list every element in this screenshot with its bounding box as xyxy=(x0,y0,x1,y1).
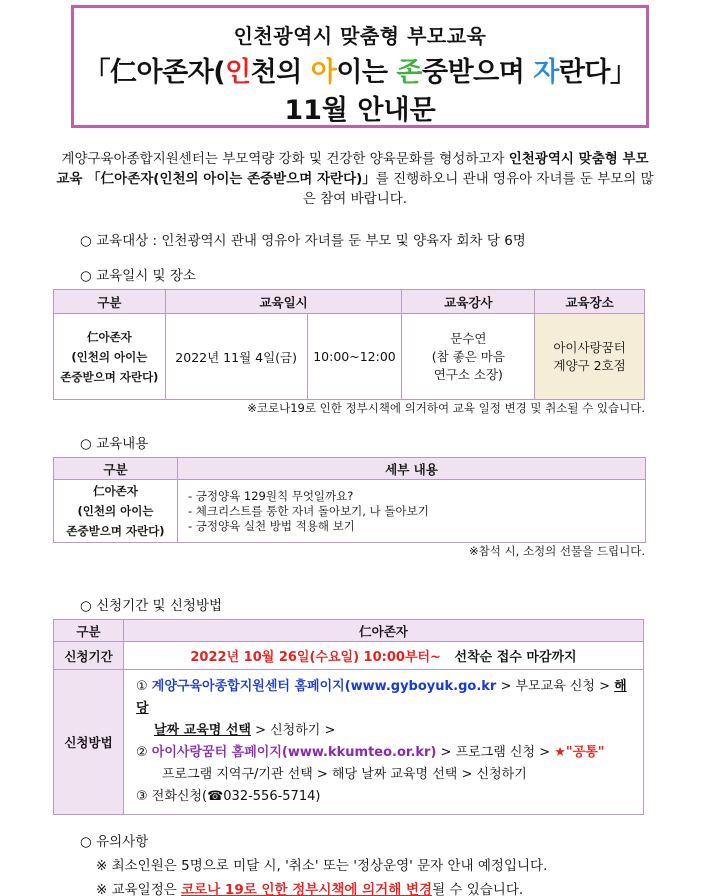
schedule-note: ※코로나19로 인한 정부시책에 의거하여 교육 일정 변경 및 취소될 수 있습니다. xyxy=(247,401,645,415)
content-note: ※참석 시, 소정의 선물을 드립니다. xyxy=(469,544,645,558)
title-open-bracket: 「 xyxy=(83,57,110,88)
method2-line2: 프로그램 지역구/기관 선택 > 해당 날짜 교육명 선택 > 신청하기 xyxy=(162,767,527,782)
program-sub1: (인천의 아이는 xyxy=(71,349,148,364)
schedule-table xyxy=(53,289,645,400)
intro-text-2: 를 진행하오니 관내 영유아 자녀를 둔 부모의 많은 참여 바랍니다. xyxy=(302,171,654,207)
schedule-header-datetime: 교육일시 xyxy=(165,290,402,314)
title-char-in: 인 xyxy=(225,57,251,88)
schedule-date: 2022년 11월 4일(금) xyxy=(165,314,307,400)
apply-method-label: 신청방법 xyxy=(54,670,124,815)
apply-period-until: 선착순 접수 마감까지 xyxy=(454,650,577,665)
location-branch: 계양구 2호점 xyxy=(553,357,626,373)
notice-item-1: ※ 최소인원은 5명으로 미달 시, '취소' 또는 '정상운영' 문자 안내 예정입니다. xyxy=(96,858,548,874)
apply-header-program: 仁아존자 xyxy=(124,620,644,642)
content-item: - 긍정양육 129원칙 무엇일까요? xyxy=(188,488,354,503)
method1-site-link[interactable]: 계양구육아종합지원센터 홈페이지(www.gyboyuk.go.kr xyxy=(151,679,497,694)
notice-item-2-red: 코로나 19로 인한 정부시책에 의거해 변경 xyxy=(181,882,433,896)
schedule-location xyxy=(535,314,645,400)
content-program-name: 仁아존자 xyxy=(93,484,138,498)
schedule-instructor xyxy=(402,314,535,400)
method1-underline: 해당 xyxy=(136,679,627,716)
program-sub2: 존중받으며 자란다) xyxy=(60,369,159,384)
instructor-name: 문수연 xyxy=(450,330,487,346)
intro-text-bold: 인천광역시 맞춤형 부모교육 「仁아존자(인천의 아이는 존중받으며 자란다)」 xyxy=(56,151,649,187)
title-word4: 란다」 xyxy=(558,57,637,88)
intro-text-1: 계양구육아종합지원센터는 부모역량 강화 및 건강한 양육문화를 형성하고자 xyxy=(61,151,509,167)
instructor-org1: (참 좋은 마음 xyxy=(431,348,505,364)
schedule-header-category: 구분 xyxy=(54,290,166,314)
title-box xyxy=(71,5,649,128)
notice-section xyxy=(80,830,547,896)
title-line1: 인천광역시 맞춤형 부모교육 xyxy=(233,24,487,48)
content-program xyxy=(54,480,178,543)
content-program-sub2: 존중받으며 자란다) xyxy=(66,524,165,538)
apply-table xyxy=(53,619,644,815)
title-char-ja: 자 xyxy=(533,57,559,88)
section-target: ○ 교육대상 : 인천광역시 관내 영유아 자녀를 둔 부모 및 양육자 회차 당 6명 xyxy=(80,233,526,249)
content-item: - 긍정양육 실천 방법 적용해 보기 xyxy=(188,518,355,533)
method3-phone: ③ 전화신청(☎032-556-5714) xyxy=(136,789,321,804)
method2-number: ② xyxy=(136,745,148,760)
apply-method xyxy=(124,670,644,815)
intro-paragraph xyxy=(55,149,655,209)
schedule-program xyxy=(54,314,166,400)
method1-path: > 부모교육 신청 > xyxy=(496,679,615,694)
apply-period xyxy=(124,642,644,670)
content-header-category: 구분 xyxy=(54,458,178,480)
content-table xyxy=(53,457,646,543)
program-name: 仁아존자 xyxy=(86,329,132,344)
location-name: 아이사랑꿈터 xyxy=(553,339,626,355)
title-word2: 이는 xyxy=(336,57,397,88)
title-word1: 천의 xyxy=(250,57,311,88)
section-apply: ○ 신청기간 및 신청방법 xyxy=(80,598,223,614)
apply-period-date: 2022년 10월 26일(수요일) 10:00부터~ xyxy=(190,650,441,665)
title-brand: 仁아존자( xyxy=(109,57,226,88)
schedule-header-instructor: 교육강사 xyxy=(402,290,535,314)
method1-end: > 신청하기 > xyxy=(250,723,336,738)
schedule-header-location: 교육장소 xyxy=(535,290,645,314)
title-line2 xyxy=(74,50,646,89)
notice-item-2 xyxy=(80,878,547,896)
notice-item-2-b: 될 수 있습니다. xyxy=(432,882,524,896)
schedule-time: 10:00~12:00 xyxy=(307,314,402,400)
notice-item-2-a: ※ 교육일정은 xyxy=(96,882,182,896)
content-items xyxy=(178,480,646,543)
title-char-jon: 존 xyxy=(396,57,423,88)
title-char-a: 아 xyxy=(310,57,337,88)
content-header-detail: 세부 내용 xyxy=(178,458,646,480)
method1-number: ① xyxy=(136,679,148,694)
method2-path: > 프로그램 신청 > xyxy=(436,745,555,760)
instructor-org2: 연구소 소장) xyxy=(433,366,503,382)
method2-common: ★"공통" xyxy=(554,745,605,760)
title-line3: 11월 안내문 xyxy=(284,95,436,126)
title-word3: 중받으며 xyxy=(422,57,534,88)
apply-period-label: 신청기간 xyxy=(54,642,124,670)
section-schedule: ○ 교육일시 및 장소 xyxy=(80,268,196,284)
notice-title: ○ 유의사항 xyxy=(80,834,149,850)
content-item: - 체크리스트를 통한 자녀 돌아보기, 나 돌아보기 xyxy=(188,503,429,518)
method1-underline2: 날짜 교육명 선택 xyxy=(154,723,251,738)
section-content: ○ 교육내용 xyxy=(80,436,149,452)
method2-site-link[interactable]: 아이사랑꿈터 홈페이지(www.kkumteo.or.kr) xyxy=(151,745,437,760)
apply-header-category: 구분 xyxy=(54,620,124,642)
content-program-sub1: (인천의 아이는 xyxy=(77,504,154,518)
